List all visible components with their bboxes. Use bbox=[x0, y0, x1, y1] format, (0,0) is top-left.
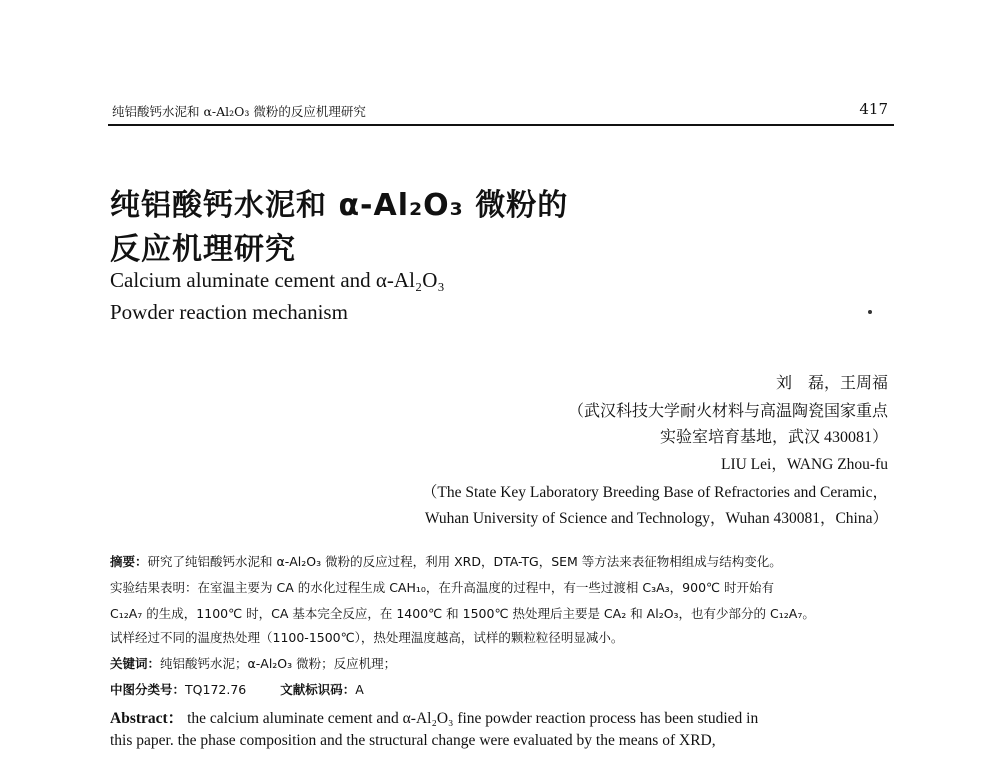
affiliation-cn-line1: （武汉科技大学耐火材料与高温陶瓷国家重点 bbox=[567, 403, 888, 420]
clc-label: 中图分类号： bbox=[110, 682, 186, 697]
doc-code-value: A bbox=[355, 682, 364, 697]
authors-en: LIU Lei，WANG Zhou-fu bbox=[720, 456, 888, 473]
title-en-line1: Calcium aluminate cement and α-Al₂O₃ bbox=[110, 268, 445, 292]
abstract-cn-line4: 试样经过不同的温度热处理（1100-1500℃），热处理温度越高，试样的颗粒粒径明显减小。 bbox=[110, 630, 624, 645]
title-cn-line2: 反应机理研究 bbox=[110, 232, 296, 267]
keywords-text: 纯铝酸钙水泥；α-Al₂O₃ 微粉；反应机理； bbox=[160, 656, 397, 671]
header-rule bbox=[108, 124, 894, 126]
affiliation-cn-line2: 实验室培育基地，武汉 430081） bbox=[659, 429, 888, 446]
title-en-line2: Powder reaction mechanism bbox=[110, 300, 348, 324]
keywords-label: 关键词： bbox=[110, 656, 161, 671]
abstract-en-line2: this paper. the phase composition and the structural change were evaluated by the means of XRD, bbox=[110, 732, 716, 749]
abstract-cn-line3: C₁₂A₇ 的生成，1100℃ 时，CA 基本完全反应，在 1400℃ 和 1500℃ 热处理后主要是 CA₂ 和 Al₂O₃，也有少部分的 C₁₂A₇。 bbox=[110, 606, 815, 621]
page-number: 417 bbox=[859, 100, 888, 118]
clc-value: TQ172.76 bbox=[185, 682, 247, 697]
affiliation-en-line1: （The State Key Laboratory Breeding Base of Refractories and Ceramic， bbox=[421, 484, 888, 501]
authors-cn: 刘 磊，王周福 bbox=[775, 375, 888, 392]
title-cn-line1: 纯铝酸钙水泥和 α-Al₂O₃ 微粉的 bbox=[110, 188, 569, 223]
abstract-en-label: Abstract： bbox=[110, 710, 184, 727]
classification-line bbox=[110, 680, 364, 698]
scan-speck bbox=[868, 310, 872, 314]
abstract-en-line1: Abstract： the calcium aluminate cement and α-Al₂O₃ fine powder reaction process has been studied in bbox=[110, 710, 759, 727]
abstract-cn-line2: 实验结果表明：在室温主要为 CA 的水化过程生成 CAH₁₀，在升高温度的过程中，有一些过渡相 C₃A₃，900℃ 时开始有 bbox=[110, 580, 775, 595]
running-header-title: 纯铝酸钙水泥和 α-Al₂O₃ 微粉的反应机理研究 bbox=[112, 104, 366, 119]
doc-code-label: 文献标识码： bbox=[280, 682, 356, 697]
keywords-line bbox=[110, 654, 396, 672]
abstract-cn-label: 摘要： bbox=[110, 554, 148, 569]
affiliation-en-line2: Wuhan University of Science and Technology，Wuhan 430081，China） bbox=[424, 510, 888, 527]
abstract-cn-line1: 摘要：研究了纯铝酸钙水泥和 α-Al₂O₃ 微粉的反应过程，利用 XRD，DTA-TG，SEM 等方法来表征物相组成与结构变化。 bbox=[110, 554, 782, 569]
